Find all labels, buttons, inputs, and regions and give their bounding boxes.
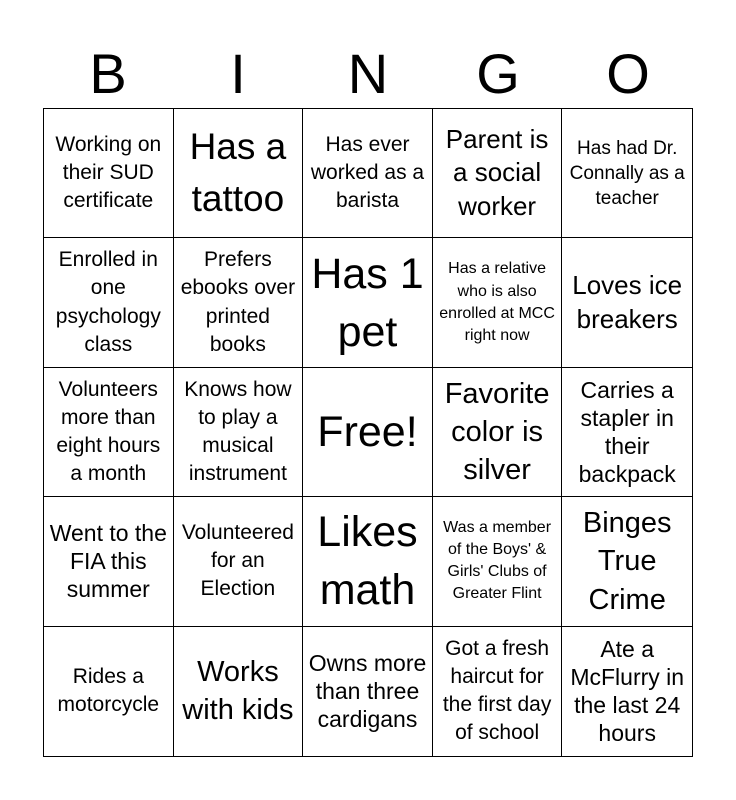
bingo-board — [43, 108, 693, 757]
bingo-cell[interactable]: Carries a stapler in their backpack — [562, 368, 692, 497]
bingo-cell[interactable]: Volunteers more than eight hours a month — [44, 368, 174, 497]
bingo-cell[interactable]: Got a fresh haircut for the first day of school — [433, 627, 563, 756]
bingo-cell[interactable]: Binges True Crime — [562, 497, 692, 626]
bingo-cell[interactable]: Has a tattoo — [174, 109, 304, 238]
header-letter-g: G — [476, 42, 520, 105]
bingo-cell[interactable]: Parent is a social worker — [433, 109, 563, 238]
bingo-cell[interactable]: Works with kids — [174, 627, 304, 756]
bingo-cell[interactable]: Owns more than three cardigans — [303, 627, 433, 756]
bingo-cell[interactable]: Was a member of the Boys' & Girls' Clubs of Greater Flint — [433, 497, 563, 626]
bingo-cell[interactable]: Loves ice breakers — [562, 238, 692, 367]
header-letter-n: N — [347, 42, 389, 105]
bingo-cell[interactable]: Has a relative who is also enrolled at MCC right now — [433, 238, 563, 367]
bingo-cell[interactable]: Working on their SUD certificate — [44, 109, 174, 238]
bingo-cell[interactable]: Went to the FIA this summer — [44, 497, 174, 626]
bingo-cell[interactable]: Has had Dr. Connally as a teacher — [562, 109, 692, 238]
header-letter-o: O — [606, 42, 650, 105]
bingo-cell[interactable]: Favorite color is silver — [433, 368, 563, 497]
bingo-cell[interactable]: Knows how to play a musical instrument — [174, 368, 304, 497]
header-letter-b: B — [89, 42, 127, 105]
bingo-cell[interactable]: Has ever worked as a barista — [303, 109, 433, 238]
bingo-cell[interactable]: Likes math — [303, 497, 433, 626]
header-letter-i: I — [230, 42, 246, 105]
bingo-cell free-space[interactable]: Free! — [303, 368, 433, 497]
bingo-cell[interactable]: Rides a motorcycle — [44, 627, 174, 756]
bingo-cell[interactable]: Prefers ebooks over printed books — [174, 238, 304, 367]
bingo-header — [43, 40, 693, 108]
bingo-cell[interactable]: Enrolled in one psychology class — [44, 238, 174, 367]
bingo-cell[interactable]: Volunteered for an Election — [174, 497, 304, 626]
bingo-cell[interactable]: Has 1 pet — [303, 238, 433, 367]
bingo-cell[interactable]: Ate a McFlurry in the last 24 hours — [570, 636, 685, 747]
